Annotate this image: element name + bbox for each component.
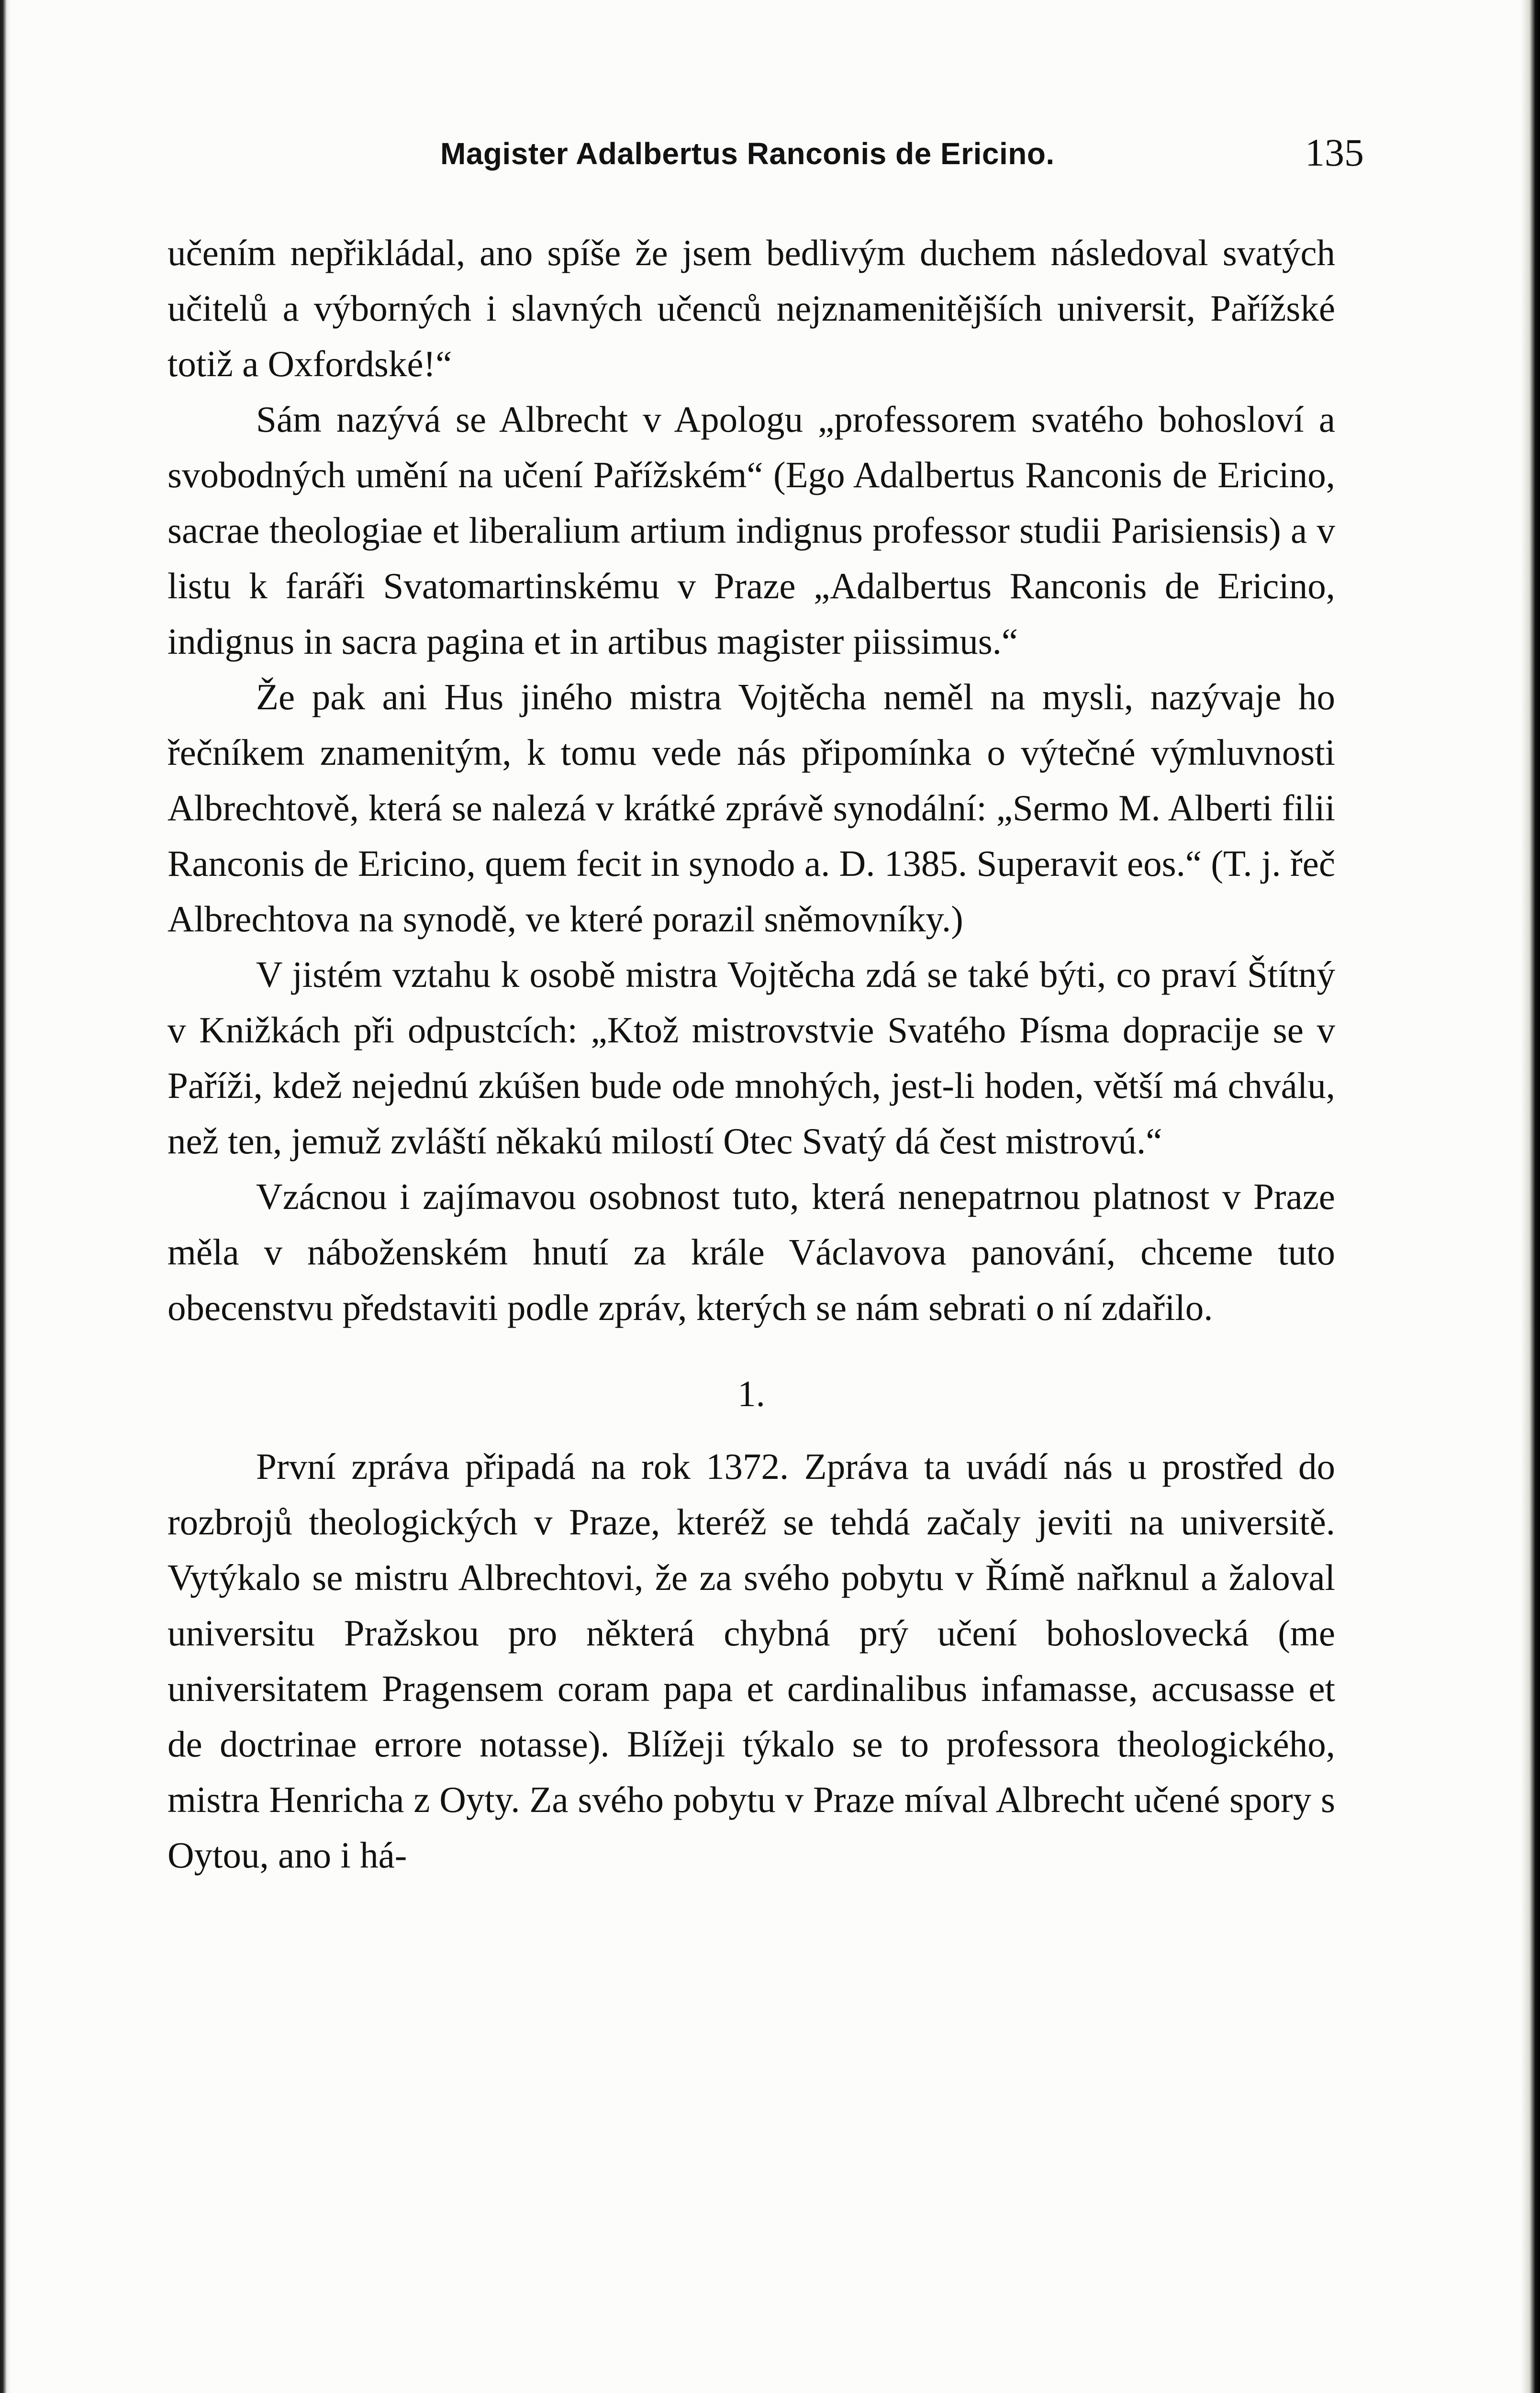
paragraph: Sám nazývá se Albrecht v Apologu „professorem svatého bohosloví a svobodných umění na učení Pařížském“ (Ego Adalbertus Ranconis de Ericino, sacrae theologiae et liberalium artium indignus professor studii Parisiensis) a v listu k faráři Svatomartinskému v Praze „Adalbertus Ranconis de Ericino, indignus in sacra pagina et in artibus magister piissimus.“: [167, 399, 1335, 662]
paragraph: Vzácnou i zajímavou osobnost tuto, která nenepatrnou platnost v Praze měla v náboženském hnutí za krále Václavova panování, chceme tuto obecenstvu představiti podle zpráv, kterých se nám sebrati o ní zdařilo.: [167, 1176, 1335, 1328]
paragraph: V jistém vztahu k osobě mistra Vojtěcha zdá se také býti, co praví Štítný v Knižkách při odpustcích: „Ktož mistrovstvie Svatého Písma dopracije se v Paříži, kdež nejednú zkúšen bude ode mnohých, jest-li hoden, větší má chválu, než ten, jemuž zvláští někakú milostí Otec Svatý dá čest mistrovú.“: [167, 954, 1335, 1162]
section-number: 1.: [737, 1373, 765, 1414]
page-number: 135: [1305, 131, 1364, 174]
page-right-edge: [1521, 0, 1540, 2393]
running-title: Magister Adalbertus Ranconis de Ericino.: [440, 136, 1055, 171]
body-text: [167, 225, 1335, 1883]
page-header: [440, 130, 1364, 183]
paragraph: První zpráva připadá na rok 1372. Zpráva ta uvádí nás u prostřed do rozbrojů theologických v Praze, kteréž se tehdá začaly jeviti na universitě. Vytýkalo se mistru Albrechtovi, že za svého pobytu v Římě nařknul a žaloval universitu Pražskou pro některá chybná prý učení bohoslovecká (me universitatem Pragensem coram papa et cardinalibus infamasse, accusasse et de doctrinae errore notasse). Blížeji týkalo se to professora theologického, mistra Henricha z Oyty. Za svého pobytu v Praze míval Albrecht učené spory s Oytou, ano i há-: [167, 1446, 1335, 1876]
paragraph: Že pak ani Hus jiného mistra Vojtěcha neměl na mysli, nazývaje ho řečníkem znamenitým, k tomu vede nás připomínka o výtečné výmluvnosti Albrechtově, která se nalezá v krátké zprávě synodální: „Sermo M. Alberti filii Ranconis de Ericino, quem fecit in synodo a. D. 1385. Superavit eos.“ (T. j. řeč Albrechtova na synodě, ve které porazil sněmovníky.): [167, 676, 1335, 939]
page-left-edge: [0, 0, 11, 2393]
paragraph: učením nepřikládal, ano spíše že jsem bedlivým duchem následoval svatých učitelů a výborných i slavných učenců nejznamenitějších universit, Pařížské totiž a Oxfordské!“: [167, 232, 1335, 384]
